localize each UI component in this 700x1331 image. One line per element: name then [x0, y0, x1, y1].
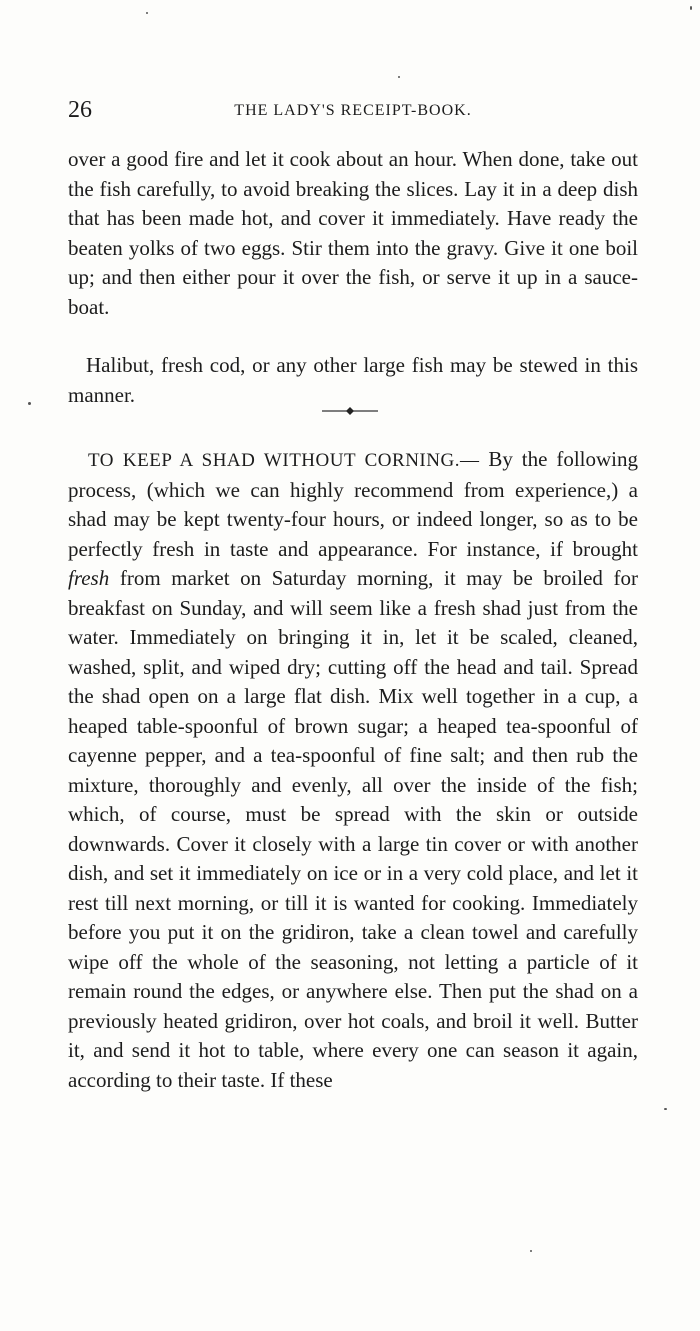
recipe-text-italic: fresh	[68, 566, 110, 590]
recipe-heading: TO KEEP A SHAD WITHOUT CORNING.—	[88, 450, 480, 471]
print-speck	[398, 76, 400, 78]
print-speck	[690, 6, 692, 10]
page-number: 26	[68, 97, 92, 123]
recipe-shad	[68, 445, 638, 1095]
print-speck	[530, 1250, 532, 1252]
recipe-text-part1: By the following process, (which we can highly recommend from experience,) a shad may be kept twenty-four hours, or indeed longer, so as to be perfectly fresh in taste and appearance. For instance, if brought	[68, 447, 639, 561]
section-divider-ornament	[320, 406, 380, 416]
paragraph-continued: over a good fire and let it cook about an hour. When done, take out the fish carefully, to avoid breaking the slices. Lay it in a deep dish that has been made hot, and cover it immediately. Have ready the beaten yolks of two eggs. Stir them into the gravy. Give it one boil up; and then either pour it over the fish, or serve it up in a sauce-boat.	[68, 147, 638, 319]
print-speck	[146, 12, 148, 14]
page-header	[68, 96, 638, 126]
print-speck	[28, 402, 31, 405]
running-title: THE LADY'S RECEIPT-BOOK.	[234, 102, 472, 119]
print-speck	[664, 1108, 667, 1110]
recipe-text-part2: from market on Saturday morning, it may be broiled for breakfast on Sunday, and will seem like a fresh shad just from the water. Immediately on bringing it in, let it be scaled, cleaned, washed, split, and wiped dry; cutting off the head and tail. Spread the shad open on a large flat dish. Mix well together in a cup, a heaped table-spoonful of brown sugar; a heaped tea-spoonful of cayenne pepper, and a tea-spoonful of fine salt; and then rub the mixture, thoroughly and evenly, all over the inside of the fish; which, of course, must be spread with the skin or outside downwards. Cover it closely with a large tin cover or with another dish, and set it immediately on ice or in a very cold place, and let it rest till next morning, or till it is wanted for cooking. Immediately before you put it on the gridiron, take a clean towel and carefully wipe off the whole of the seasoning, not letting a particle of it remain round the edges, or anywhere else. Then put the shad on a previously heated gridiron, over hot coals, and broil it well. Butter it, and send it hot to table, where every one can season it again, according to their taste. If these	[68, 566, 638, 1092]
paragraph-halibut: Halibut, fresh cod, or any other large fish may be stewed in this manner.	[68, 353, 638, 407]
